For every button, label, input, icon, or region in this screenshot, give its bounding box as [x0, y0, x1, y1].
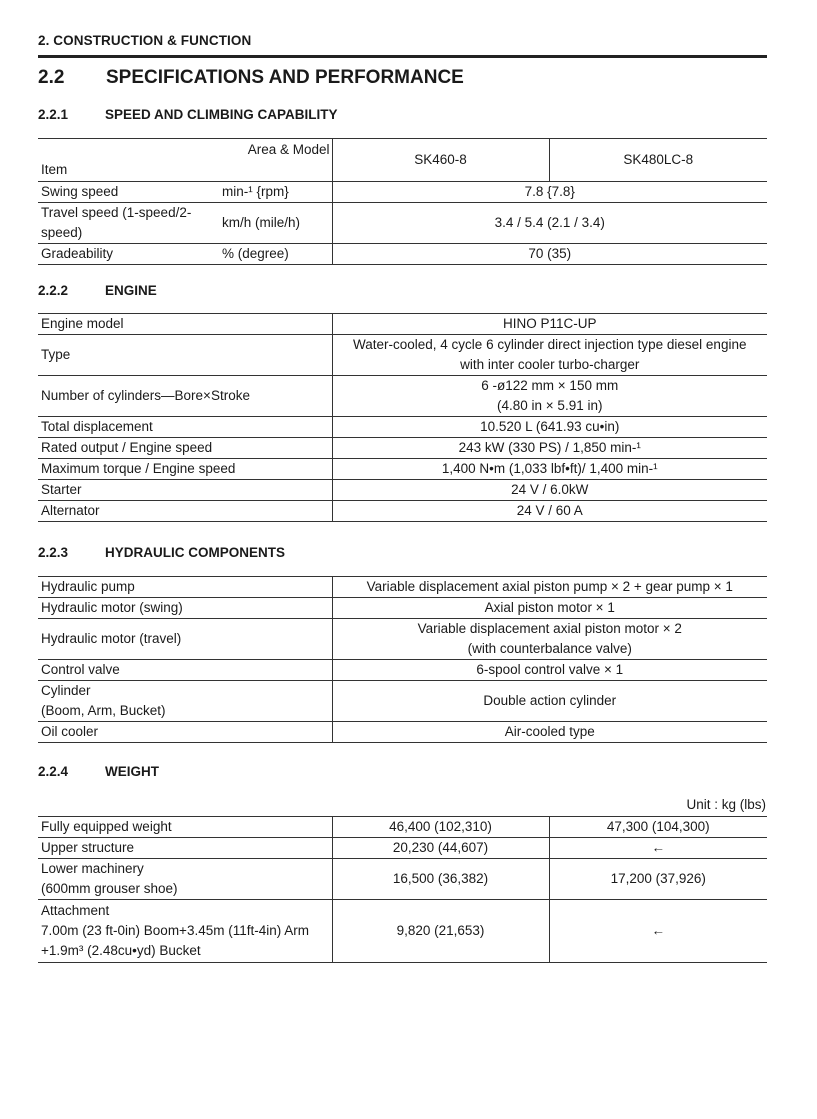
page-title-text: SPECIFICATIONS AND PERFORMANCE	[106, 67, 464, 88]
table-row	[38, 501, 767, 522]
value-sk460: 9,820 (21,653)	[332, 900, 549, 963]
value-cell: 24 V / 60 A	[332, 501, 767, 522]
item-cell: Number of cylinders—Bore×Stroke	[38, 376, 332, 417]
unit-cell: % (degree)	[219, 244, 332, 265]
item-cell: Rated output / Engine speed	[38, 438, 332, 459]
item-cell: Starter	[38, 480, 332, 501]
section-header: 2. CONSTRUCTION & FUNCTION	[38, 33, 252, 48]
table-row	[38, 598, 767, 619]
hydraulic-table	[38, 576, 767, 743]
col-item: Item	[41, 162, 68, 177]
speed-heading-number: 2.2.1	[38, 107, 69, 122]
value-cell: 7.8 {7.8}	[332, 182, 767, 203]
item-cell: Hydraulic motor (swing)	[38, 598, 332, 619]
model-sk480lc: SK480LC-8	[549, 139, 767, 182]
value-cell: HINO P11C-UP	[332, 314, 767, 335]
table-row	[38, 577, 767, 598]
hydraulic-heading	[38, 545, 285, 560]
item-line: Cylinder	[41, 683, 91, 698]
value-cell: Variable displacement axial piston pump × 2 + gear pump × 1	[332, 577, 767, 598]
table-row	[38, 182, 767, 203]
item-cell: Hydraulic motor (travel)	[38, 619, 332, 660]
table-row	[38, 417, 767, 438]
item-cell: Swing speed	[38, 182, 219, 203]
value-cell: 6-spool control valve × 1	[332, 660, 767, 681]
table-row	[38, 459, 767, 480]
item-cell: Maximum torque / Engine speed	[38, 459, 332, 480]
table-row	[38, 480, 767, 501]
hydraulic-heading-number: 2.2.3	[38, 545, 69, 560]
table-row	[38, 438, 767, 459]
value-cell: 3.4 / 5.4 (2.1 / 3.4)	[332, 203, 767, 244]
table-row	[38, 244, 767, 265]
value-sk460: 20,230 (44,607)	[332, 838, 549, 859]
engine-table	[38, 313, 767, 522]
value-sk480lc: 47,300 (104,300)	[549, 817, 767, 838]
table-row	[38, 817, 767, 838]
value-cell: 24 V / 6.0kW	[332, 480, 767, 501]
table-row	[38, 900, 767, 963]
table-row	[38, 335, 767, 376]
value-sk480lc: ←	[549, 900, 767, 963]
value-line: Variable displacement axial piston motor × 2	[417, 621, 682, 636]
value-cell: Double action cylinder	[332, 681, 767, 722]
engine-heading	[38, 283, 157, 298]
table-row	[38, 681, 767, 722]
model-sk460: SK460-8	[332, 139, 549, 182]
page-title	[38, 67, 464, 89]
value-cell	[332, 619, 767, 660]
weight-heading-title: WEIGHT	[105, 764, 159, 779]
item-line: Lower machinery	[41, 861, 144, 876]
item-cell: Alternator	[38, 501, 332, 522]
value-sk480lc: 17,200 (37,926)	[549, 859, 767, 900]
speed-table	[38, 138, 767, 265]
table-row	[38, 859, 767, 900]
col-area-model: Area & Model	[247, 142, 330, 157]
item-cell: Upper structure	[38, 838, 332, 859]
weight-heading	[38, 764, 159, 779]
unit-cell: km/h (mile/h)	[219, 203, 332, 244]
item-line: (600mm grouser shoe)	[41, 881, 178, 896]
value-cell: Axial piston motor × 1	[332, 598, 767, 619]
weight-table	[38, 816, 767, 963]
item-cell: Hydraulic pump	[38, 577, 332, 598]
item-cell: Total displacement	[38, 417, 332, 438]
item-cell	[38, 859, 332, 900]
value-cell: 243 kW (330 PS) / 1,850 min-¹	[332, 438, 767, 459]
item-line: Attachment	[41, 903, 110, 918]
table-row	[38, 838, 767, 859]
area-item-cell	[38, 139, 332, 182]
value-cell	[332, 376, 767, 417]
weight-heading-number: 2.2.4	[38, 764, 69, 779]
value-sk480lc: ←	[549, 838, 767, 859]
unit-cell: min-¹ {rpm}	[219, 182, 332, 203]
value-cell: Air-cooled type	[332, 722, 767, 743]
page-title-number: 2.2	[38, 67, 65, 88]
value-line: (with counterbalance valve)	[467, 641, 632, 656]
item-line: 7.00m (23 ft-0in) Boom+3.45m (11ft-4in) Arm	[41, 923, 309, 938]
value-line: with inter cooler turbo-charger	[460, 357, 640, 372]
engine-heading-title: ENGINE	[105, 283, 157, 298]
value-line: Water-cooled, 4 cycle 6 cylinder direct injection type diesel engine	[353, 337, 747, 352]
value-sk460: 46,400 (102,310)	[332, 817, 549, 838]
item-cell: Engine model	[38, 314, 332, 335]
value-cell: 70 (35)	[332, 244, 767, 265]
engine-heading-number: 2.2.2	[38, 283, 69, 298]
unit-note: Unit : kg (lbs)	[686, 797, 766, 812]
speed-heading-title: SPEED AND CLIMBING CAPABILITY	[105, 107, 338, 122]
value-cell: 1,400 N•m (1,033 lbf•ft)/ 1,400 min-¹	[332, 459, 767, 480]
item-line: (Boom, Arm, Bucket)	[41, 703, 166, 718]
value-sk460: 16,500 (36,382)	[332, 859, 549, 900]
table-row	[38, 722, 767, 743]
header-rule	[38, 55, 767, 58]
table-row	[38, 314, 767, 335]
item-cell: Gradeability	[38, 244, 219, 265]
item-cell	[38, 681, 332, 722]
item-cell: Oil cooler	[38, 722, 332, 743]
table-row	[38, 376, 767, 417]
item-cell	[38, 900, 332, 963]
value-cell: 10.520 L (641.93 cu•in)	[332, 417, 767, 438]
item-cell: Travel speed (1-speed/2-speed)	[38, 203, 219, 244]
item-cell: Control valve	[38, 660, 332, 681]
table-row	[38, 139, 767, 182]
value-cell	[332, 335, 767, 376]
hydraulic-heading-title: HYDRAULIC COMPONENTS	[105, 545, 286, 560]
speed-heading	[38, 107, 338, 122]
table-row	[38, 203, 767, 244]
table-row	[38, 660, 767, 681]
item-line: +1.9m³ (2.48cu•yd) Bucket	[41, 943, 201, 958]
value-line: (4.80 in × 5.91 in)	[497, 398, 603, 413]
item-cell: Type	[38, 335, 332, 376]
item-cell: Fully equipped weight	[38, 817, 332, 838]
value-line: 6 -ø122 mm × 150 mm	[481, 378, 619, 393]
table-row	[38, 619, 767, 660]
